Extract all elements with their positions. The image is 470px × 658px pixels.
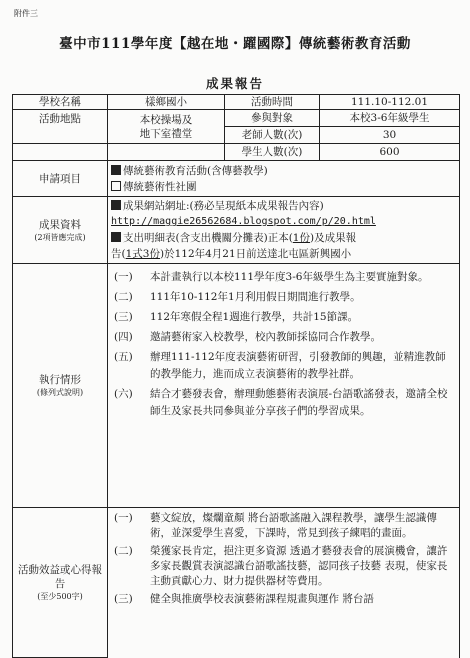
list-number: (四) [114, 331, 133, 343]
list-item [114, 309, 456, 326]
list-number: (一) [114, 512, 133, 524]
report-copies: 1式3份 [125, 248, 160, 260]
expense-copies: 1份 [292, 232, 310, 244]
document-title: 臺中市111學年度【越在地・躍國際】傳統藝術教育活動 [59, 36, 411, 52]
execution-label-cell [13, 264, 108, 508]
list-text: 健全與推廣學校表演藝術課程規畫與運作 將台語 [150, 593, 374, 605]
checkbox-checked-icon [111, 165, 121, 175]
activity-place-label: 活動地點 [13, 110, 108, 144]
expense-line-1: 支出明細表(含支出機關分攤表)正本( [123, 232, 293, 244]
list-number: (一) [114, 271, 133, 283]
list-number: (六) [114, 388, 133, 400]
activity-time-label: 活動時間 [225, 95, 320, 110]
activity-place-line-1: 本校操場及 [139, 113, 193, 126]
school-name-value: 樣鄉國小 [108, 95, 225, 110]
list-text: 邀請藝術家入校教學，校內教師採協同合作教學。 [150, 331, 381, 343]
attachment-label: 附件三 [14, 9, 38, 18]
list-item [114, 386, 456, 420]
students-count-value: 600 [320, 144, 460, 161]
participants-value: 本校3-6年級學生 [320, 110, 460, 127]
execution-note: (條列式說明) [36, 388, 84, 397]
report-line-1b: )於112年4月21日前送達北屯區新興國小 [159, 248, 352, 260]
execution-label: 執行情形 [39, 374, 81, 386]
website-url: http://maggie26562684.blogspot.com/p/20.html [111, 216, 376, 227]
list-text: 藝文綻放，燦爛童顏 將台語歌謠融入課程教學，讓學生認識傳術，並深愛學生喜愛，下課時，常見到孩子練唱的畫面。 [150, 512, 437, 539]
checkbox-checked-icon [111, 200, 121, 210]
effectiveness-label-cell [13, 508, 108, 658]
list-item [114, 544, 456, 589]
school-name-label: 學校名稱 [13, 95, 108, 110]
list-item [114, 329, 456, 346]
application-options [108, 161, 460, 197]
materials-content [108, 197, 460, 264]
activity-place-value [108, 110, 225, 144]
materials-label-cell [13, 197, 108, 264]
list-number: (五) [114, 351, 133, 363]
document-subtitle: 成果報告 [205, 76, 264, 91]
list-text: 辦理111-112年度表演藝術研習，引發教師的興趣，並精進教師的教學能力，進而成立表演藝術的教學社群。 [150, 351, 446, 380]
application-option-1: 傳統藝術教育活動(含傳藝教學) [123, 164, 268, 177]
checkbox-checked-icon [111, 232, 121, 242]
list-item [114, 511, 456, 541]
effectiveness-list [108, 508, 460, 658]
list-item [114, 349, 456, 383]
list-text: 結合才藝發表會，辦理動態藝術表演展-台語歌謠發表，邀請全校師生及家長共同參與並分享孩子們的學習成果。 [150, 388, 448, 417]
checkbox-empty-icon [111, 181, 121, 191]
list-number: (三) [114, 593, 133, 605]
expense-line-1b: )及成果報 [309, 232, 357, 244]
effectiveness-label: 活動效益或心得報告 [18, 564, 102, 590]
teachers-count-value: 30 [320, 127, 460, 144]
effectiveness-note: (至少500字) [37, 592, 83, 601]
report-table [12, 94, 460, 658]
website-label: 成果網站網址:(務必呈現紙本成果報告內容) [123, 200, 324, 212]
list-text: 榮獲家長肯定，挹注更多資源 透過才藝發表會的展演機會，讓許多家長觀賞表演認識台語歌謠技藝，認同孩子技藝 表現，使家長主動貢獻心力、財力提供器材等費用。 [150, 545, 448, 587]
list-item [114, 269, 456, 286]
list-text: 112年寒假全程1週進行教學，共計15節課。 [150, 311, 359, 323]
list-number: (二) [114, 545, 133, 557]
list-item [114, 592, 456, 607]
participants-label: 參與對象 [225, 110, 320, 127]
list-item [114, 289, 456, 306]
materials-note: (2項皆應完成) [34, 232, 86, 242]
execution-list [108, 264, 460, 508]
students-count-label: 學生人數(次) [225, 144, 320, 161]
list-text: 111年10-112年1月利用假日期間進行教學。 [150, 291, 361, 303]
application-option-2: 傳統藝術性社團 [123, 180, 197, 193]
activity-time-value: 111.10-112.01 [320, 95, 460, 110]
teachers-count-label: 老師人數(次) [225, 127, 320, 144]
materials-label: 成果資料 [39, 218, 81, 231]
report-line-1: 告( [111, 248, 126, 260]
list-text: 本計畫執行以本校111學年度3-6年級學生為主要實施對象。 [150, 271, 429, 283]
activity-place-line-2: 地下室禮堂 [139, 127, 193, 140]
application-item-label: 申請項目 [13, 161, 108, 197]
list-number: (三) [114, 311, 133, 323]
list-number: (二) [114, 291, 133, 303]
